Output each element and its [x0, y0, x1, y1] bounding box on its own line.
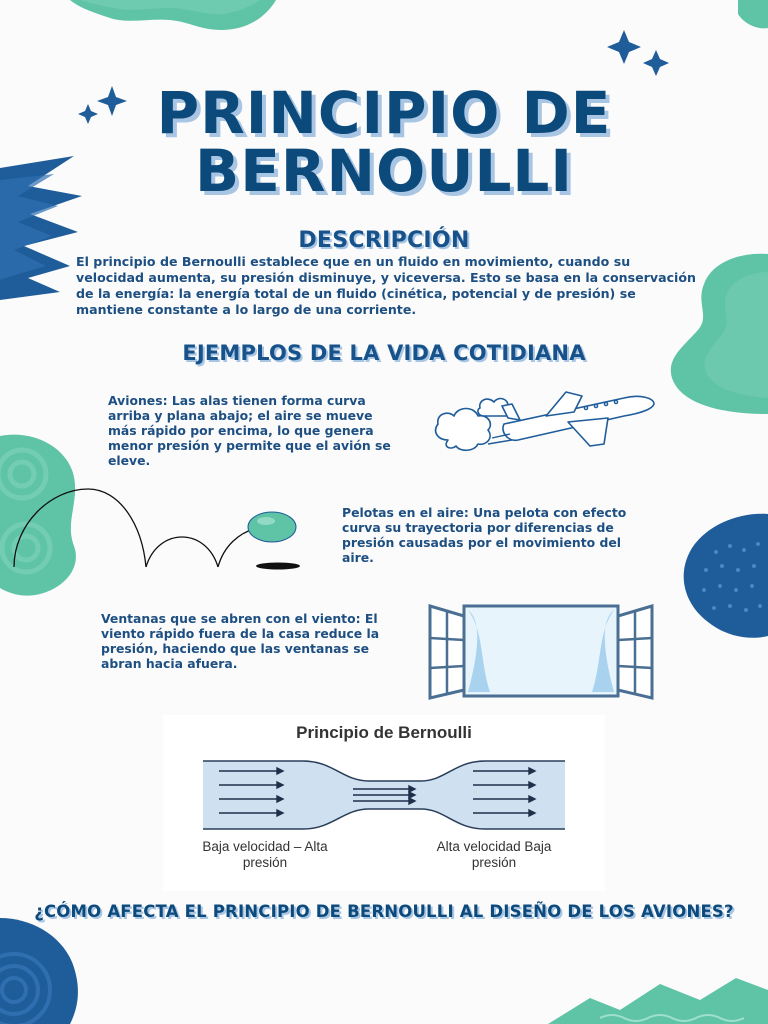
- airplane-icon: [428, 388, 660, 468]
- example-airplanes-text: Aviones: Las alas tienen forma curva arriba y plana abajo; el aire se mueve más rápido por encima, lo que genera menor presión y permite que el avión se eleve.: [108, 393, 391, 468]
- diagram-right-label: Alta velocidad Baja presión: [436, 839, 552, 870]
- bernoulli-diagram: [163, 715, 605, 891]
- bouncing-ball-icon: [10, 485, 300, 575]
- description-heading: DESCRIPCIÓN: [298, 228, 470, 253]
- example-windows-text: Ventanas que se abren con el viento: El viento rápido fuera de la casa reduce la presión, haciendo que las ventanas se abran hacia afuera.: [101, 611, 380, 671]
- title-line-1: PRINCIPIO DE: [156, 79, 612, 147]
- examples-heading: EJEMPLOS DE LA VIDA COTIDIANA: [182, 341, 586, 365]
- title-line-2: BERNOULLI: [195, 137, 573, 205]
- open-window-icon: [428, 602, 654, 700]
- page-title: [0, 79, 768, 205]
- closing-question: ¿CÓMO AFECTA EL PRINCIPIO DE BERNOULLI AL DISEÑO DE LOS AVIONES?: [34, 902, 734, 921]
- diagram-title: Principio de Bernoulli: [296, 723, 472, 742]
- diagram-left-label: Baja velocidad – Alta presión: [202, 839, 328, 870]
- description-text: El principio de Bernoulli establece que en un fluido en movimiento, cuando su velocidad aumenta, su presión disminuye, y viceversa. Esto se basa en la conservación de la energía: la energía total de un fluido (cinética, potencial y de presión) se mantiene constante a lo largo de una corriente.: [76, 254, 696, 317]
- example-balls-text: Pelotas en el aire: Una pelota con efecto curva su trayectoria por diferencias de presión causadas por el movimiento del aire.: [342, 505, 627, 565]
